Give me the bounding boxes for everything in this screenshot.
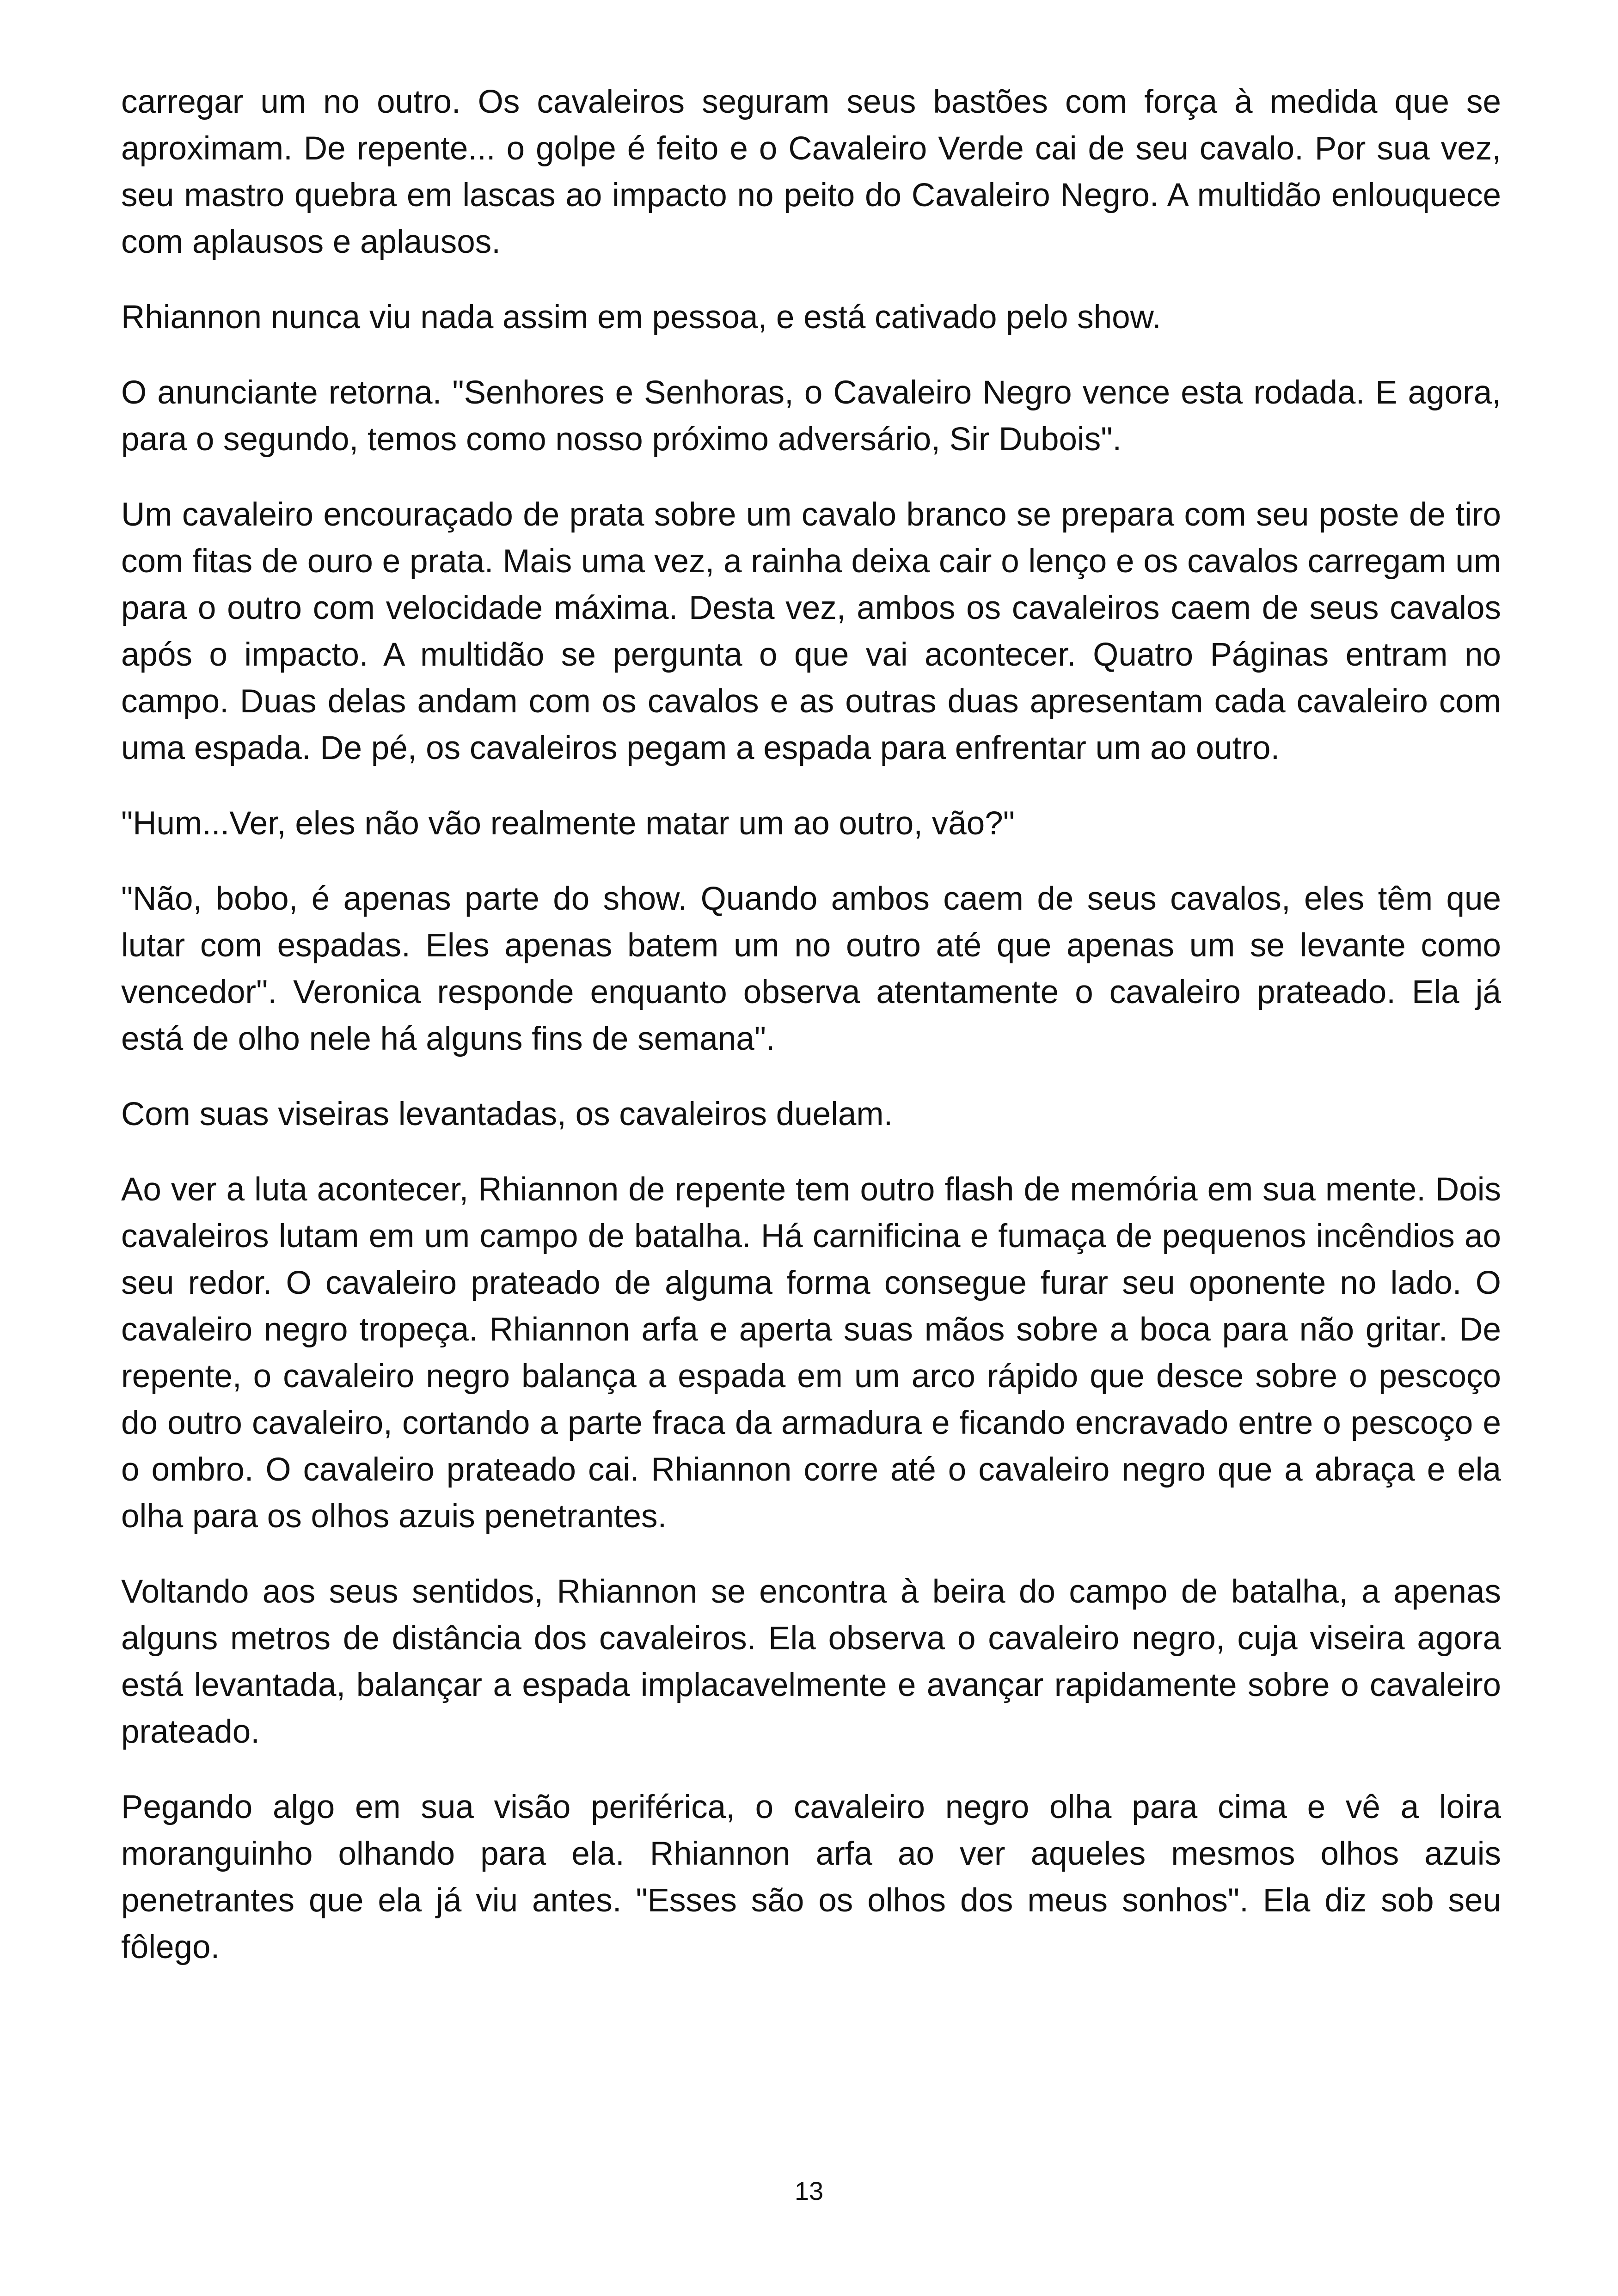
paragraph: Um cavaleiro encouraçado de prata sobre um cavalo branco se prepara com seu poste de tiro com fitas de ouro e prata. Mais uma vez, a rainha deixa cair o lenço e os cavalos carregam um para o outro com velocidade máxima. Desta vez, ambos os cavaleiros caem de seus cavalos após o impacto. A multidão se pergunta o que vai acontecer. Quatro Páginas entram no campo. Duas delas andam com os cavalos e as outras duas apresentam cada cavaleiro com uma espada. De pé, os cavaleiros pegam a espada para enfrentar um ao outro.: [121, 496, 1501, 766]
paragraph: carregar um no outro. Os cavaleiros seguram seus bastões com força à medida que se aproximam. De repente... o golpe é feito e o Cavaleiro Verde cai de seu cavalo. Por sua vez, seu mastro quebra em lascas ao impacto no peito do Cavaleiro Negro. A multidão enlouquece com aplausos e aplausos.: [121, 84, 1501, 260]
paragraph: Rhiannon nunca viu nada assim em pessoa, e está cativado pelo show.: [121, 299, 1161, 336]
paragraph: Pegando algo em sua visão periférica, o cavaleiro negro olha para cima e vê a loira moranguinho olhando para ela. Rhiannon arfa ao ver aqueles mesmos olhos azuis penetrantes que ela já viu antes. "Esses são os olhos dos meus sonhos". Ela diz sob seu fôlego.: [121, 1789, 1501, 1965]
paragraph: Ao ver a luta acontecer, Rhiannon de repente tem outro flash de memória em sua mente. Dois cavaleiros lutam em um campo de batalha. Há carnificina e fumaça de pequenos incêndios ao seu redor. O cavaleiro prateado de alguma forma consegue furar seu oponente no lado. O cavaleiro negro tropeça. Rhiannon arfa e aperta suas mãos sobre a boca para não gritar. De repente, o cavaleiro negro balança a espada em um arco rápido que desce sobre o pescoço do outro cavaleiro, cortando a parte fraca da armadura e ficando encravado entre o pescoço e o ombro. O cavaleiro prateado cai. Rhiannon corre até o cavaleiro negro que a abraça e ela olha para os olhos azuis penetrantes.: [121, 1171, 1501, 1535]
page-number: 13: [794, 2176, 824, 2205]
paragraph: Voltando aos seus sentidos, Rhiannon se encontra à beira do campo de batalha, a apenas alguns metros de distância dos cavaleiros. Ela observa o cavaleiro negro, cuja viseira agora está levantada, balançar a espada implacavelmente e avançar rapidamente sobre o cavaleiro prateado.: [121, 1574, 1501, 1750]
page-body: [121, 79, 1501, 1999]
paragraph: "Não, bobo, é apenas parte do show. Quando ambos caem de seus cavalos, eles têm que lutar com espadas. Eles apenas batem um no outro até que apenas um se levante como vencedor". Veronica responde enquanto observa atentamente o cavaleiro prateado. Ela já está de olho nele há alguns fins de semana".: [121, 881, 1501, 1057]
paragraph: O anunciante retorna. "Senhores e Senhoras, o Cavaleiro Negro vence esta rodada. E agora, para o segundo, temos como nosso próximo adversário, Sir Dubois".: [121, 374, 1501, 458]
paragraph: "Hum...Ver, eles não vão realmente matar um ao outro, vão?": [121, 805, 1015, 842]
paragraph: Com suas viseiras levantadas, os cavaleiros duelam.: [121, 1096, 893, 1133]
